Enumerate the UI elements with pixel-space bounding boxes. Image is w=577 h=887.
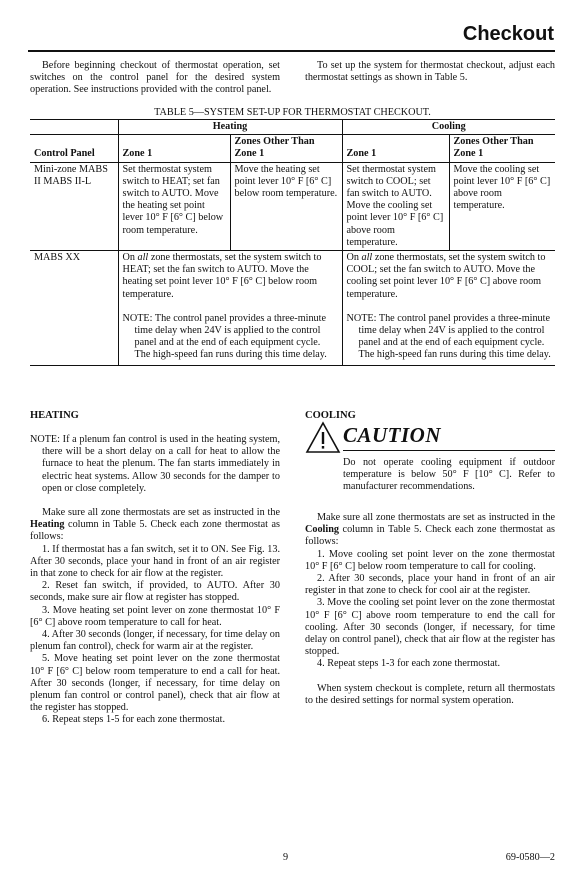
table-row	[30, 162, 555, 250]
cell-cool-all: On all zone thermostats, set the system switch to COOL; set the fan switch to AUTO. Move the cooling set point lever 10° F [6° C] above room temperature. NOTE: The control panel provides a three-minute time delay when 24V is applied to the control panel and at the end of each equipment cycle. The high-speed fan runs during this time delay.	[342, 251, 555, 366]
col-cool-other: Zones Other Than Zone 1	[449, 135, 555, 162]
cooling-body	[305, 512, 555, 707]
cell-heat-all: On all zone thermostats, set the system switch to HEAT; set the fan switch to AUTO. Move the heating set point lever 10° F [6° C] below room temperature. NOTE: The control panel provides a three-minute time delay when 24V is applied to the control panel and at the end of each equipment cycle. The high-speed fan runs during this time delay.	[118, 251, 342, 366]
table-row	[30, 251, 555, 366]
cell-cool-zone1: Set thermostat system switch to COOL; set fan switch to AUTO. Move the cooling set point lever 10° F [6° C] above room temperature.	[342, 162, 449, 250]
heat-note: NOTE: The control panel provides a three-minute time delay when 24V is applied to the control panel and at the end of each equipment cycle. The high-speed fan runs during this time delay.	[122, 312, 327, 361]
cooling-step: 1. Move cooling set point lever on the zone thermostat 10° F [6° C] below room temperature to call for cooling.	[305, 548, 555, 572]
page-title: Checkout	[462, 23, 554, 45]
warning-triangle-icon	[305, 421, 341, 455]
heating-step: 6. Repeat steps 1-5 for each zone thermostat.	[42, 714, 226, 726]
cell-panel: MABS XX	[34, 252, 81, 264]
table-caption: TABLE 5—SYSTEM SET-UP FOR THERMOSTAT CHECKOUT.	[154, 107, 431, 118]
heating-step: 5. Move heating set point lever on the zone thermostat 10° F [6° C] below room temperature to end a call for heat. After 30 seconds (longer, if necessary, for time delay on plenum fan control or control panel), check that air flow at the register has stopped.	[30, 653, 280, 714]
intro-left-paragraph: Before beginning checkout of thermostat operation, set switches on the control panel for the desired system operation. See instructions provided with the control panel.	[30, 60, 280, 96]
col-control-panel: Control Panel	[34, 148, 95, 160]
heating-intro: Make sure all zone thermostats are set as instructed in the Heating column in Table 5. Check each zone thermostat as follows:	[30, 507, 280, 543]
heating-step: 2. Reset fan switch, if provided, to AUTO. After 30 seconds, make sure air flow at register has stopped.	[30, 580, 280, 604]
cooling-closing: When system checkout is complete, return all thermostats to the desired settings for normal system operation.	[305, 682, 555, 706]
heading-group-cooling: Cooling	[342, 120, 555, 135]
setup-table	[30, 119, 555, 366]
heating-step: 3. Move heating set point lever on zone thermostat 10° F [6° C] above room temperature to call for heat.	[30, 604, 280, 628]
header-rule	[28, 50, 555, 52]
cooling-intro: Make sure all zone thermostats are set as instructed in the Cooling column in Table 5. Check each zone thermostat as follows:	[305, 512, 555, 548]
cooling-step: 3. Move the cooling set point lever on the zone thermostat 10° F [6° C] above room temperature to end the call for cooling. After 30 seconds (longer, if necessary, for time delay on control panel), check that air flow at the register has stopped.	[305, 597, 555, 658]
cooling-step: 2. After 30 seconds, place your hand in front of an air register in that zone to check for cool air at the register.	[305, 573, 555, 597]
heating-body	[30, 434, 280, 727]
cell-cool-other: Move the cooling set point lever 10° F [6° C] above room temperature.	[449, 162, 555, 250]
heating-note: NOTE: If a plenum fan control is used in the heating system, there will be a short delay on a call for heat to allow the furnace to heat the plenum. The fan starts immediately in electric heat systems. Allow 30 seconds for the damper to open or close completely.	[30, 434, 280, 494]
intro-right-paragraph: To set up the system for thermostat checkout, adjust each thermostat settings as shown in Table 5.	[305, 60, 555, 84]
col-cool-zone1: Zone 1	[342, 135, 449, 162]
cooling-step: 4. Repeat steps 1-3 for each zone thermostat.	[317, 658, 501, 670]
cell-heat-other: Move the heating set point lever 10° F [6° C] below room temperature.	[230, 162, 342, 250]
heating-heading: HEATING	[30, 410, 79, 421]
heating-step: 4. After 30 seconds (longer, if necessary, for time delay on plenum fan control), check for warm air at the register.	[30, 629, 280, 653]
caution-label: CAUTION	[343, 423, 442, 447]
col-heat-zone1: Zone 1	[118, 135, 230, 162]
cool-note: NOTE: The control panel provides a three-minute time delay when 24V is applied to the control panel and at the end of each equipment cycle. The high-speed fan runs during this time delay.	[346, 312, 551, 361]
document-code: 69-0580—2	[505, 852, 555, 863]
page-number: 9	[283, 852, 289, 863]
cooling-heading: COOLING	[305, 410, 356, 421]
caution-rule	[343, 450, 555, 451]
heading-group-heating: Heating	[118, 120, 342, 135]
cell-heat-zone1: Set thermostat system switch to HEAT; set fan switch to AUTO. Move the heating set point lever 10° F [6° C] below room temperature.	[118, 162, 230, 250]
cell-panel: Mini-zone MABS II MABS II-L	[34, 163, 108, 187]
caution-text: Do not operate cooling equipment if outdoor temperature is below 50° F [10° C]. Refer to manufacturer recommendations.	[343, 457, 555, 493]
heating-step: 1. If thermostat has a fan switch, set it to ON. See Fig. 13. After 30 seconds, place your hand in front of an air register in that zone to check for air flow at the register.	[30, 543, 280, 580]
col-heat-other: Zones Other Than Zone 1	[230, 135, 342, 162]
